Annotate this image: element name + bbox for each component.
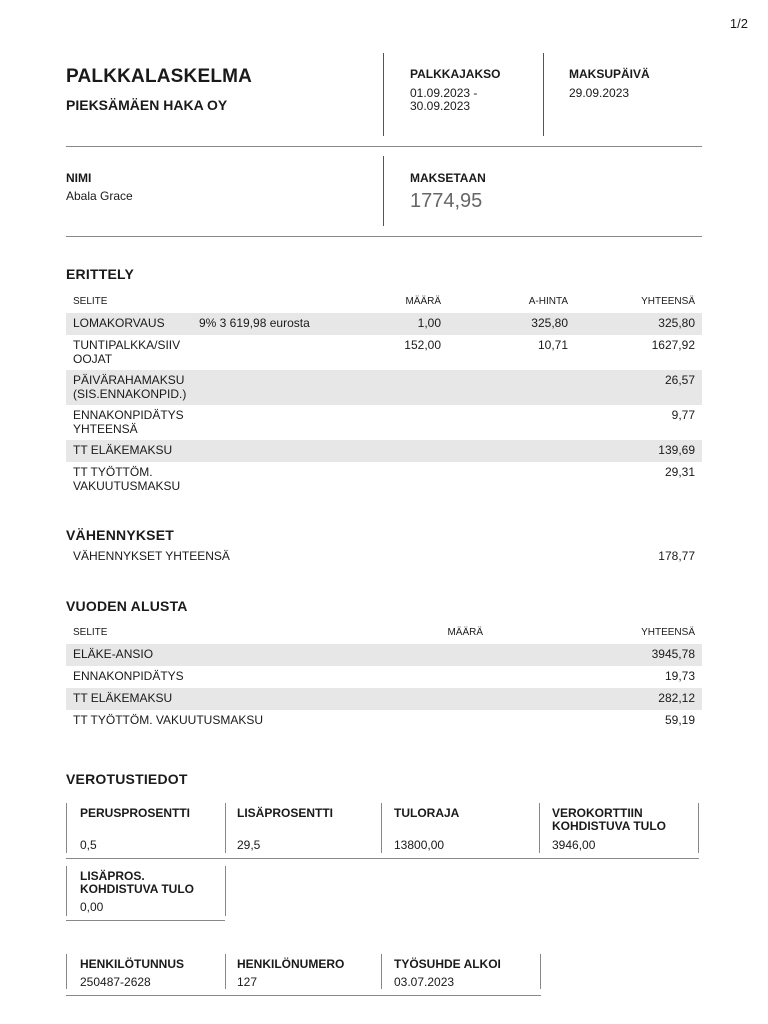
period-label: PALKKAJAKSO	[410, 67, 501, 81]
erittely-heading: ERITTELY	[66, 266, 134, 282]
erittely-table	[66, 291, 702, 497]
document-title: PALKKALASKELMA	[66, 66, 253, 87]
verokortti-label-line2: KOHDISTUVA TULO	[552, 819, 666, 833]
table-row	[66, 462, 702, 497]
lisaprosentti-value: 29,5	[237, 838, 261, 852]
perusprosentti-value: 0,5	[80, 838, 97, 852]
table-row	[66, 370, 702, 405]
table-row	[66, 666, 702, 688]
cell-ahinta: 10,71	[537, 338, 568, 352]
vahennykset-heading: VÄHENNYKSET	[66, 527, 174, 543]
erittely-rows	[66, 313, 702, 497]
cell-selite: TT TYÖTTÖM. VAKUUTUSMAKSU	[73, 713, 264, 727]
verokortti-label-line1: VEROKORTTIIN	[552, 806, 643, 820]
lisapros-value: 0,00	[80, 900, 104, 914]
tax-box-lisaprosentti	[224, 803, 382, 853]
info-box-henkilonumero	[224, 954, 382, 989]
lisapros-label-line2: KOHDISTUVA TULO	[80, 882, 194, 896]
cell-selite: TT ELÄKEMAKSU	[73, 443, 173, 457]
verokortti-label	[552, 807, 666, 833]
tyosuhde-label: TYÖSUHDE ALKOI	[394, 957, 501, 971]
cell-selite: PÄIVÄRAHAMAKSU (SIS.ENNAKONPID.)	[73, 373, 187, 401]
column-header-selite: SELITE	[73, 627, 108, 638]
column-header-yhteensa: YHTEENSÄ	[641, 296, 695, 307]
lisaprosentti-label: LISÄPROSENTTI	[237, 806, 334, 820]
cell-yhteensa: 1627,92	[651, 338, 695, 352]
henkilonumero-label: HENKILÖNUMERO	[237, 957, 345, 971]
tyosuhde-value: 03.07.2023	[394, 975, 455, 989]
name-label: NIMI	[66, 171, 92, 185]
cell-selite: ELÄKE-ANSIO	[73, 647, 154, 661]
column-header-maara: MÄÄRÄ	[447, 627, 483, 638]
table-row	[66, 405, 702, 440]
separator	[66, 995, 541, 996]
lisapros-label-line1: LISÄPROS.	[80, 869, 145, 883]
vuoden-alusta-heading: VUODEN ALUSTA	[66, 598, 188, 614]
lisapros-label	[80, 870, 194, 896]
page-number: 1/2	[729, 16, 748, 31]
tax-box-perusprosentti	[66, 803, 226, 853]
header-divider	[383, 53, 384, 136]
payout-label: MAKSETAAN	[410, 171, 486, 185]
tuloraja-value: 13800,00	[394, 838, 445, 852]
employee-divider	[383, 156, 384, 226]
payday-label: MAKSUPÄIVÄ	[569, 67, 650, 81]
table-row	[66, 313, 702, 335]
cell-yhteensa: 19,73	[664, 669, 695, 683]
cell-yhteensa: 59,19	[664, 713, 695, 727]
cell-yhteensa: 9,77	[671, 408, 695, 422]
payday-value: 29.09.2023	[569, 86, 630, 100]
cell-yhteensa: 282,12	[658, 691, 695, 705]
separator	[66, 858, 699, 859]
cell-ahinta: 325,80	[531, 316, 568, 330]
table-row	[66, 644, 702, 666]
separator	[66, 920, 225, 921]
info-box-tyosuhde	[381, 954, 541, 989]
vahennykset-table	[66, 546, 702, 568]
cell-maara: 152,00	[404, 338, 441, 352]
separator	[66, 146, 702, 147]
column-header-yhteensa: YHTEENSÄ	[641, 627, 695, 638]
perusprosentti-label: PERUSPROSENTTI	[80, 806, 191, 820]
period-end: 30.09.2023	[410, 99, 471, 113]
cell-yhteensa: 29,31	[664, 465, 695, 479]
vahennykset-value: 178,77	[658, 549, 695, 563]
vahennykset-label: VÄHENNYKSET YHTEENSÄ	[73, 549, 230, 563]
column-header-selite: SELITE	[73, 296, 108, 307]
company-name: PIEKSÄMÄEN HAKA OY	[66, 97, 228, 113]
info-box-henkilotunnus	[66, 954, 226, 989]
table-header	[66, 622, 702, 644]
cell-selite: ENNAKONPIDÄTYS YHTEENSÄ	[73, 408, 184, 436]
cell-yhteensa: 26,57	[664, 373, 695, 387]
payout-amount: 1774,95	[410, 190, 483, 212]
henkilotunnus-label: HENKILÖTUNNUS	[80, 957, 184, 971]
henkilonumero-value: 127	[237, 975, 258, 989]
table-row	[66, 710, 702, 732]
cell-selite: TT TYÖTTÖM. VAKUUTUSMAKSU	[73, 465, 181, 493]
cell-yhteensa: 3945,78	[651, 647, 695, 661]
cell-selite: ENNAKONPIDÄTYS	[73, 669, 184, 683]
employee-name: Abala Grace	[66, 189, 133, 203]
separator	[66, 236, 702, 237]
vuoden-alusta-rows	[66, 644, 702, 732]
vuoden-alusta-table	[66, 622, 702, 732]
column-header-ahinta: A-HINTA	[528, 296, 568, 307]
period-start: 01.09.2023 -	[410, 86, 478, 100]
henkilotunnus-value: 250487-2628	[80, 975, 151, 989]
cell-maara: 1,00	[417, 316, 441, 330]
cell-note: 9% 3 619,98 eurosta	[199, 316, 310, 330]
tuloraja-label: TULORAJA	[394, 806, 460, 820]
cell-selite: TUNTIPALKKA/SIIV OOJAT	[73, 338, 181, 366]
cell-yhteensa: 325,80	[658, 316, 695, 330]
table-row	[66, 546, 702, 568]
table-row	[66, 440, 702, 462]
column-header-maara: MÄÄRÄ	[405, 296, 441, 307]
cell-selite: LOMAKORVAUS	[73, 316, 165, 330]
verotustiedot-heading: VEROTUSTIEDOT	[66, 771, 188, 787]
table-row	[66, 688, 702, 710]
verokortti-value: 3946,00	[552, 838, 596, 852]
cell-yhteensa: 139,69	[658, 443, 695, 457]
tax-box-lisapros	[66, 866, 226, 916]
tax-box-verokortti	[539, 803, 699, 853]
header-divider	[543, 53, 544, 136]
table-header	[66, 291, 702, 313]
tax-box-tuloraja	[381, 803, 540, 853]
cell-selite: TT ELÄKEMAKSU	[73, 691, 173, 705]
table-row	[66, 335, 702, 370]
